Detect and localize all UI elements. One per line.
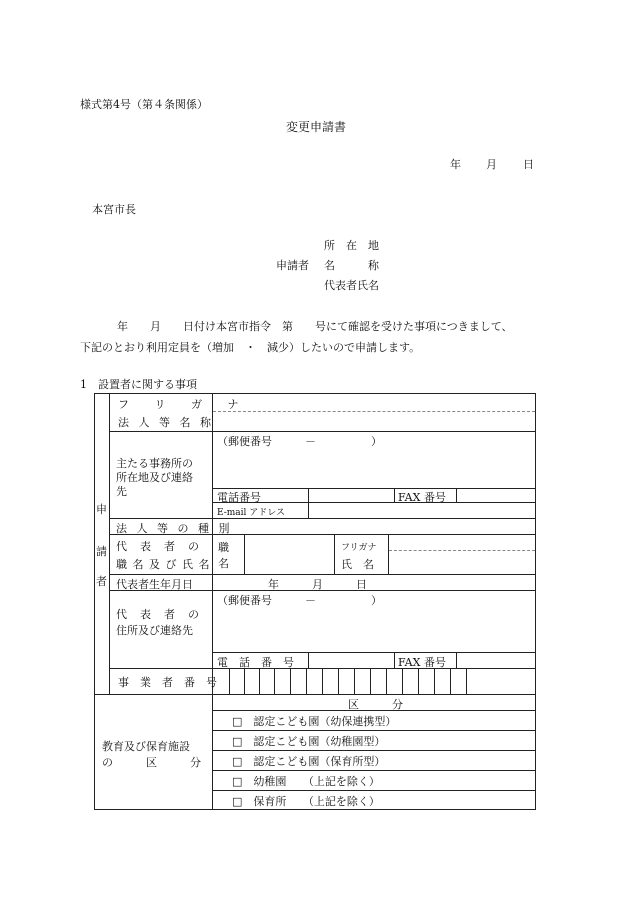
phone-label: 電話番号 — [217, 491, 261, 504]
rep-address-label-1: 代 表 者 の — [116, 608, 200, 621]
application-table — [94, 393, 536, 810]
birth-label: 代表者生年月日 — [116, 578, 193, 591]
corp-name-label: 法 人 等 名 称 — [118, 416, 214, 429]
rep-address-label-2: 住所及び連絡先 — [116, 624, 193, 637]
page-title: 変更申請書 — [286, 120, 347, 134]
postal-code-field[interactable]: （郵便番号 － ） — [217, 435, 382, 448]
fax-label: FAX 番号 — [398, 491, 446, 504]
rep-name-label: 氏 名 — [341, 558, 374, 571]
date-year-label: 年 — [450, 158, 461, 171]
option-hoikusho[interactable]: □ 保育所 （上記を除く） — [232, 795, 380, 808]
representative-label: 代表者氏名 — [324, 279, 379, 292]
corp-type-label: 法 人 等 の 種 別 — [116, 522, 233, 535]
side-label-3: 者 — [96, 575, 107, 588]
option-nintei-yoho[interactable]: □ 認定こども園（幼保連携型） — [232, 715, 397, 728]
post-label-2: 名 — [218, 557, 229, 570]
rep-furigana-label: フリガナ — [341, 543, 377, 553]
option-yochien[interactable]: □ 幼稚園 （上記を除く） — [232, 775, 380, 788]
office-label-2: 所在地及び連絡 — [116, 471, 193, 484]
form-code: 様式第4号（第４条関係） — [80, 98, 208, 111]
date-month-label: 月 — [486, 158, 497, 171]
section-heading: 1 設置者に関する事項 — [80, 378, 197, 391]
business-number-label: 事 業 者 番 号 — [118, 676, 217, 689]
office-label-3: 先 — [116, 485, 127, 498]
category-header: 区 分 — [348, 698, 403, 711]
side-label-2: 請 — [96, 545, 107, 558]
side-label-1: 申 — [96, 503, 107, 516]
option-nintei-yochien[interactable]: □ 認定こども園（幼稚園型） — [232, 735, 386, 748]
body-line-2: 下記のとおり利用定員を（増加 ・ 減少）したいので申請します。 — [80, 341, 421, 354]
option-nintei-hoikusho[interactable]: □ 認定こども園（保育所型） — [232, 755, 386, 768]
email-label: E-mail アドレス — [217, 508, 286, 518]
rep-title-label-1: 代 表 者 の — [116, 540, 200, 553]
furigana-label: フ リ ガ ナ — [118, 398, 250, 411]
facility-label-1: 教育及び保育施設 — [102, 740, 190, 753]
facility-label-2: の 区 分 — [102, 756, 201, 769]
addressee: 本宮市長 — [92, 203, 136, 216]
rep-phone-label: 電 話 番 号 — [217, 656, 294, 669]
birth-value: 年 月 日 — [268, 578, 367, 591]
applicant-role-label: 申請者 — [276, 259, 309, 272]
rep-postal-field[interactable]: （郵便番号 － ） — [217, 594, 382, 607]
post-label-1: 職 — [218, 541, 229, 554]
body-line-1: 年 月 日付け本宮市指令 第 号にて確認を受けた事項につきまして、 — [117, 320, 513, 333]
rep-fax-label: FAX 番号 — [398, 656, 446, 669]
name-label: 名 称 — [324, 259, 379, 272]
address-label: 所 在 地 — [324, 239, 379, 252]
rep-title-label-2: 職 名 及 び 氏 名 — [116, 558, 211, 571]
date-day-label: 日 — [523, 158, 534, 171]
office-label-1: 主たる事務所の — [116, 457, 193, 470]
